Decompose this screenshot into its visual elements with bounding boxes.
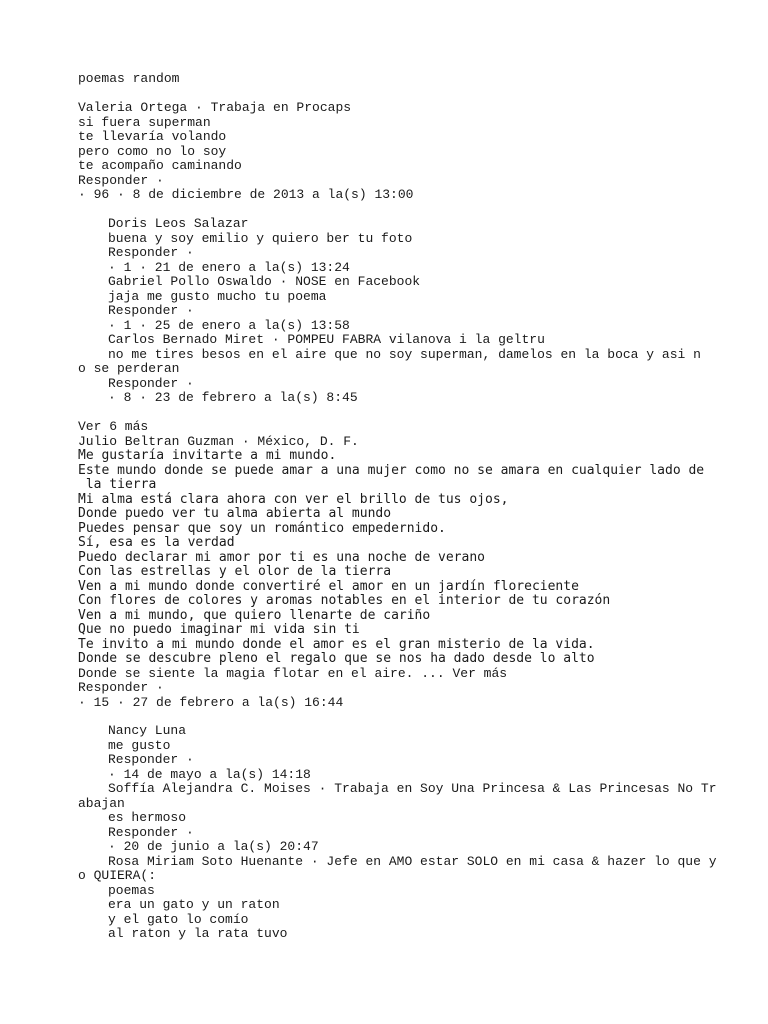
reply-link[interactable]: Responder ·	[78, 173, 164, 188]
reply-line: es hermoso	[108, 810, 187, 825]
post-line: Te invito a mi mundo donde el amor es el gran misterio de la vida.	[78, 637, 595, 652]
post-line: pero como no lo soy	[78, 144, 227, 159]
document-title: poemas random	[78, 71, 180, 86]
reply-line: jaja me gusto mucho tu poema	[108, 289, 327, 304]
reply-meta: · 14 de mayo a la(s) 14:18	[108, 767, 311, 782]
post-line: Con las estrellas y el olor de la tierra	[78, 564, 392, 579]
post-line: te acompaño caminando	[78, 158, 242, 173]
post-meta: · 96 · 8 de diciembre de 2013 a la(s) 13:00	[78, 187, 414, 202]
reply-link[interactable]: Responder ·	[78, 680, 164, 695]
reply-author: Rosa Miriam Soto Huenante · Jefe en AMO estar SOLO en mi casa & hazer lo que y	[108, 854, 717, 869]
post-line: Ven a mi mundo donde convertiré el amor en un jardín floreciente	[78, 579, 579, 594]
post-line: Con flores de colores y aromas notables en el interior de tu corazón	[78, 593, 611, 608]
reply-author: Doris Leos Salazar	[108, 216, 249, 231]
reply-line: y el gato lo comío	[108, 912, 249, 927]
reply-line: o se perderan	[78, 361, 180, 376]
reply-meta: · 1 · 25 de enero a la(s) 13:58	[108, 318, 350, 333]
post-author: Valeria Ortega · Trabaja en Procaps	[78, 100, 352, 115]
reply-author: Carlos Bernado Miret · POMPEU FABRA vilanova i la geltru	[108, 332, 545, 347]
post-line: Este mundo donde se puede amar a una mujer como no se amara en cualquier lado de	[78, 463, 705, 478]
reply-author: Soffía Alejandra C. Moises · Trabaja en Soy Una Princesa & Las Princesas No Tr	[108, 781, 717, 796]
post-line: Que no puedo imaginar mi vida sin ti	[78, 622, 360, 637]
reply-meta: · 20 de junio a la(s) 20:47	[108, 839, 319, 854]
reply-meta: · 1 · 21 de enero a la(s) 13:24	[108, 260, 350, 275]
reply-line: me gusto	[108, 738, 171, 753]
post-line: si fuera superman	[78, 115, 211, 130]
reply-link[interactable]: Responder ·	[108, 376, 194, 391]
post-line: Sí, esa es la verdad	[78, 535, 235, 550]
post-meta: · 15 · 27 de febrero a la(s) 16:44	[78, 695, 344, 710]
reply-line: buena y soy emilio y quiero ber tu foto	[108, 231, 413, 246]
reply-author: Nancy Luna	[108, 723, 187, 738]
post-line: Puedo declarar mi amor por ti es una noche de verano	[78, 550, 485, 565]
reply-meta: · 8 · 23 de febrero a la(s) 8:45	[108, 390, 358, 405]
reply-author-continued: abajan	[78, 796, 125, 811]
reply-link[interactable]: Responder ·	[108, 245, 194, 260]
reply-author: Gabriel Pollo Oswaldo · NOSE en Facebook	[108, 274, 421, 289]
reply-author-continued: o QUIERA(:	[78, 868, 157, 883]
post-line: la tierra	[78, 477, 157, 492]
post-line: Donde se siente la magia flotar en el aire. ... Ver más	[78, 666, 508, 681]
post-line: Donde puedo ver tu alma abierta al mundo	[78, 506, 392, 521]
reply-line: al raton y la rata tuvo	[108, 926, 288, 941]
post-line: Mi alma está clara ahora con ver el brillo de tus ojos,	[78, 492, 509, 507]
reply-line: no me tires besos en el aire que no soy superman, damelos en la boca y asi n	[108, 347, 701, 362]
post-line: Ven a mi mundo, que quiero llenarte de cariño	[78, 608, 431, 623]
post-line: Donde se descubre pleno el regalo que se nos ha dado desde lo alto	[78, 651, 595, 666]
reply-link[interactable]: Responder ·	[108, 752, 194, 767]
post-author: Julio Beltran Guzman · México, D. F.	[78, 434, 359, 449]
reply-link[interactable]: Responder ·	[108, 303, 194, 318]
reply-line: era un gato y un raton	[108, 897, 280, 912]
reply-line: poemas	[108, 883, 155, 898]
reply-link[interactable]: Responder ·	[108, 825, 194, 840]
post-line: te llevaría volando	[78, 129, 227, 144]
post-line: Me gustaría invitarte a mi mundo.	[78, 448, 337, 463]
view-more-link[interactable]: Ver 6 más	[78, 419, 149, 434]
post-line: Puedes pensar que soy un romántico empedernido.	[78, 521, 446, 536]
